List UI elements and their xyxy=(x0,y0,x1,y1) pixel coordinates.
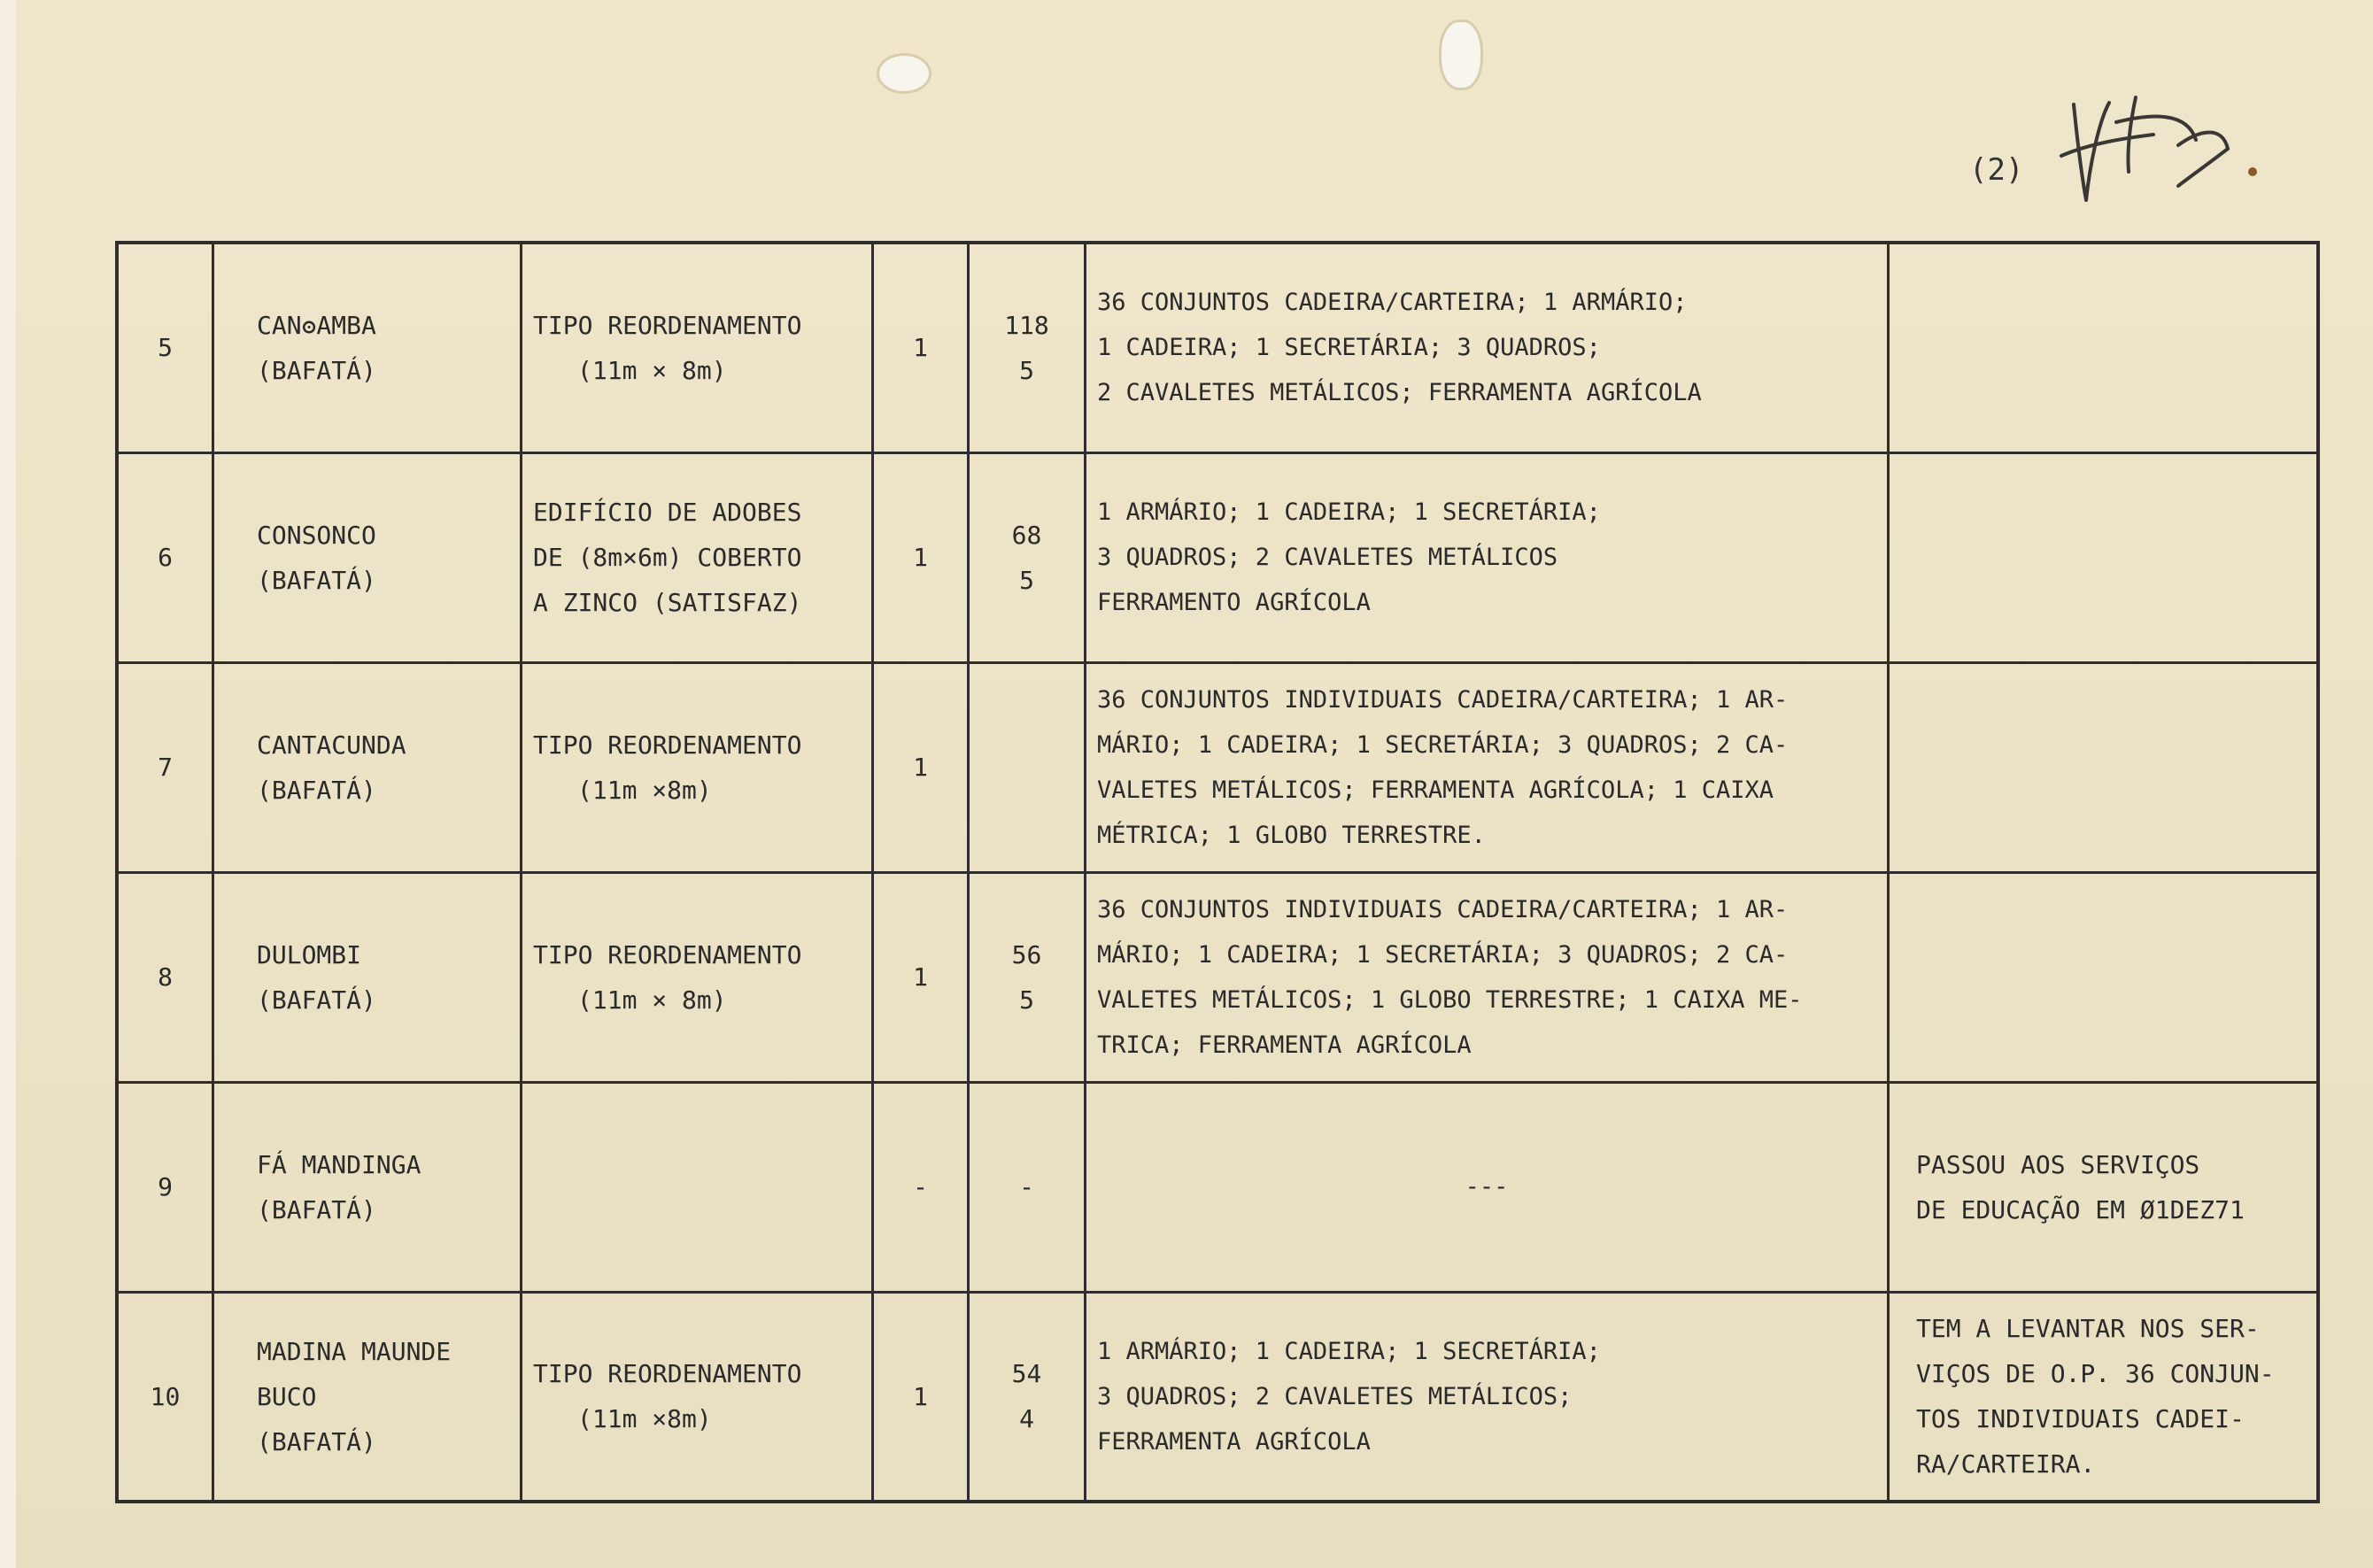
punch-hole-right xyxy=(1439,19,1483,90)
building-type-cell xyxy=(522,662,873,872)
pupils-cell-line: 4 xyxy=(1019,1404,1034,1434)
handwritten-initials-signature xyxy=(2054,87,2267,211)
equipment-cell-line: 3 QUADROS; 2 CAVALETES METÁLICOS xyxy=(1097,544,1558,571)
observations-cell-line: DE EDUCAÇÃO EM Ø1DEZ71 xyxy=(1916,1194,2245,1224)
rooms-count: 1 xyxy=(873,452,969,662)
building-type-cell-line: (11m ×8m) xyxy=(577,1404,712,1434)
pupils-cell-line: 68 xyxy=(1011,520,1042,550)
equipment-cell-line: VALETES METÁLICOS; 1 GLOBO TERRESTRE; 1 CAIXA ME- xyxy=(1097,985,1803,1014)
equipment-cell-line: MÁRIO; 1 CADEIRA; 1 SECRETÁRIA; 3 QUADROS; 2 CA- xyxy=(1097,940,1789,969)
building-type-cell xyxy=(522,1292,873,1502)
table-row xyxy=(117,243,2318,452)
location-cell xyxy=(213,662,522,872)
location-cell-line: FÁ MANDINGA xyxy=(257,1149,421,1179)
row-number: 9 xyxy=(117,1082,213,1292)
observations-cell-line: TOS INDIVIDUAIS CADEI- xyxy=(1916,1404,2245,1434)
equipment-cell-line: 1 ARMÁRIO; 1 CADEIRA; 1 SECRETÁRIA; xyxy=(1097,498,1601,526)
location-cell-line: CANʘAMBA xyxy=(257,310,376,340)
equipment-cell xyxy=(1086,662,1889,872)
building-type-cell-line: TIPO REORDENAMENTO xyxy=(533,939,802,969)
observations-cell xyxy=(1889,1292,2319,1502)
row-number: 10 xyxy=(117,1292,213,1502)
building-type-cell xyxy=(522,872,873,1082)
pupils-cell-line: 5 xyxy=(1019,355,1034,385)
rooms-count: 1 xyxy=(873,662,969,872)
equipment-cell xyxy=(1086,452,1889,662)
equipment-cell xyxy=(1086,1292,1889,1502)
location-cell-line: (BAFATÁ) xyxy=(257,1426,376,1456)
row-number: 7 xyxy=(117,662,213,872)
location-cell-line: (BAFATÁ) xyxy=(257,1194,376,1224)
observations-cell-line: TEM A LEVANTAR NOS SER- xyxy=(1916,1314,2260,1344)
building-type-cell-line: TIPO REORDENAMENTO xyxy=(533,1359,802,1389)
building-type-cell-line: (11m × 8m) xyxy=(577,985,727,1015)
location-cell-line: (BAFATÁ) xyxy=(257,355,376,385)
table-row xyxy=(117,452,2318,662)
pupils-cell xyxy=(969,1292,1086,1502)
table-row xyxy=(117,662,2318,872)
rooms-count: 1 xyxy=(873,1292,969,1502)
location-cell xyxy=(213,1292,522,1502)
observations-cell xyxy=(1889,243,2319,452)
observations-cell-line: VIÇOS DE O.P. 36 CONJUN- xyxy=(1916,1359,2275,1389)
punch-hole-left xyxy=(877,53,931,94)
location-cell xyxy=(213,452,522,662)
observations-cell-line: RA/CARTEIRA. xyxy=(1916,1449,2096,1479)
rooms-count: 1 xyxy=(873,243,969,452)
building-type-cell-line: DE (8m×6m) COBERTO xyxy=(533,543,802,572)
equipment-cell xyxy=(1086,872,1889,1082)
observations-cell-line: PASSOU AOS SERVIÇOS xyxy=(1916,1149,2200,1179)
building-type-cell-line: (11m ×8m) xyxy=(577,775,712,805)
location-cell-line: MADINA MAUNDE xyxy=(257,1336,452,1366)
row-number: 8 xyxy=(117,872,213,1082)
equipment-cell-line: 2 CAVALETES METÁLICOS; FERRAMENTA AGRÍCOLA xyxy=(1097,379,1702,407)
table-row xyxy=(117,872,2318,1082)
observations-cell xyxy=(1889,872,2319,1082)
pupils-cell xyxy=(969,1082,1086,1292)
equipment-cell-line: FERRAMENTO AGRÍCOLA xyxy=(1097,589,1371,616)
equipment-cell-line: 36 CONJUNTOS INDIVIDUAIS CADEIRA/CARTEIRA; 1 AR- xyxy=(1097,685,1789,714)
building-type-cell xyxy=(522,243,873,452)
location-cell-line: BUCO xyxy=(257,1381,317,1411)
equipment-cell-line: VALETES METÁLICOS; FERRAMENTA AGRÍCOLA; 1 CAIXA xyxy=(1097,776,1774,804)
rooms-count: - xyxy=(873,1082,969,1292)
building-type-cell xyxy=(522,452,873,662)
equipment-cell-line: 1 ARMÁRIO; 1 CADEIRA; 1 SECRETÁRIA; xyxy=(1097,1337,1601,1365)
location-cell-line: (BAFATÁ) xyxy=(257,775,376,805)
page-number: (2) xyxy=(1969,152,2024,188)
pupils-cell-line: - xyxy=(1019,1172,1034,1201)
equipment-cell-line: --- xyxy=(1465,1173,1509,1201)
pupils-cell-line: 118 xyxy=(1004,310,1049,340)
location-cell xyxy=(213,243,522,452)
equipment-cell-line: MÁRIO; 1 CADEIRA; 1 SECRETÁRIA; 3 QUADROS; 2 CA- xyxy=(1097,730,1789,759)
equipment-cell-line: MÉTRICA; 1 GLOBO TERRESTRE. xyxy=(1097,821,1486,849)
observations-cell xyxy=(1889,1082,2319,1292)
pupils-cell-line: 5 xyxy=(1019,565,1034,595)
table-row xyxy=(117,1082,2318,1292)
school-records-table xyxy=(115,241,2320,1503)
pupils-cell-line: 54 xyxy=(1011,1359,1042,1389)
building-type-cell-line: (11m × 8m) xyxy=(577,355,727,385)
pupils-cell-line: 56 xyxy=(1011,939,1042,969)
observations-cell xyxy=(1889,452,2319,662)
equipment-cell-line: TRICA; FERRAMENTA AGRÍCOLA xyxy=(1097,1031,1472,1059)
building-type-cell-line: TIPO REORDENAMENTO xyxy=(533,730,802,760)
location-cell-line: CONSONCO xyxy=(257,520,376,550)
location-cell-line: (BAFATÁ) xyxy=(257,985,376,1015)
location-cell xyxy=(213,1082,522,1292)
row-number: 5 xyxy=(117,243,213,452)
equipment-cell xyxy=(1086,243,1889,452)
equipment-cell-line: FERRAMENTA AGRÍCOLA xyxy=(1097,1427,1371,1456)
observations-cell xyxy=(1889,662,2319,872)
location-cell-line: CANTACUNDA xyxy=(257,730,406,760)
building-type-cell-line: A ZINCO (SATISFAZ) xyxy=(533,588,802,617)
row-number: 6 xyxy=(117,452,213,662)
paper-edge xyxy=(0,0,16,1568)
building-type-cell-line: TIPO REORDENAMENTO xyxy=(533,310,802,340)
equipment-cell-line: 36 CONJUNTOS CADEIRA/CARTEIRA; 1 ARMÁRIO; xyxy=(1097,289,1688,317)
location-cell xyxy=(213,872,522,1082)
pupils-cell xyxy=(969,662,1086,872)
building-type-cell xyxy=(522,1082,873,1292)
equipment-cell xyxy=(1086,1082,1889,1292)
table-row xyxy=(117,1292,2318,1502)
equipment-cell-line: 1 CADEIRA; 1 SECRETÁRIA; 3 QUADROS; xyxy=(1097,334,1601,362)
pupils-cell xyxy=(969,452,1086,662)
pupils-cell xyxy=(969,243,1086,452)
pupils-cell xyxy=(969,872,1086,1082)
location-cell-line: DULOMBI xyxy=(257,939,362,969)
building-type-cell-line: EDIFÍCIO DE ADOBES xyxy=(533,498,802,527)
equipment-cell-line: 36 CONJUNTOS INDIVIDUAIS CADEIRA/CARTEIRA; 1 AR- xyxy=(1097,895,1789,923)
rooms-count: 1 xyxy=(873,872,969,1082)
equipment-cell-line: 3 QUADROS; 2 CAVALETES METÁLICOS; xyxy=(1097,1382,1573,1410)
location-cell-line: (BAFATÁ) xyxy=(257,565,376,595)
pupils-cell-line: 5 xyxy=(1019,985,1034,1015)
